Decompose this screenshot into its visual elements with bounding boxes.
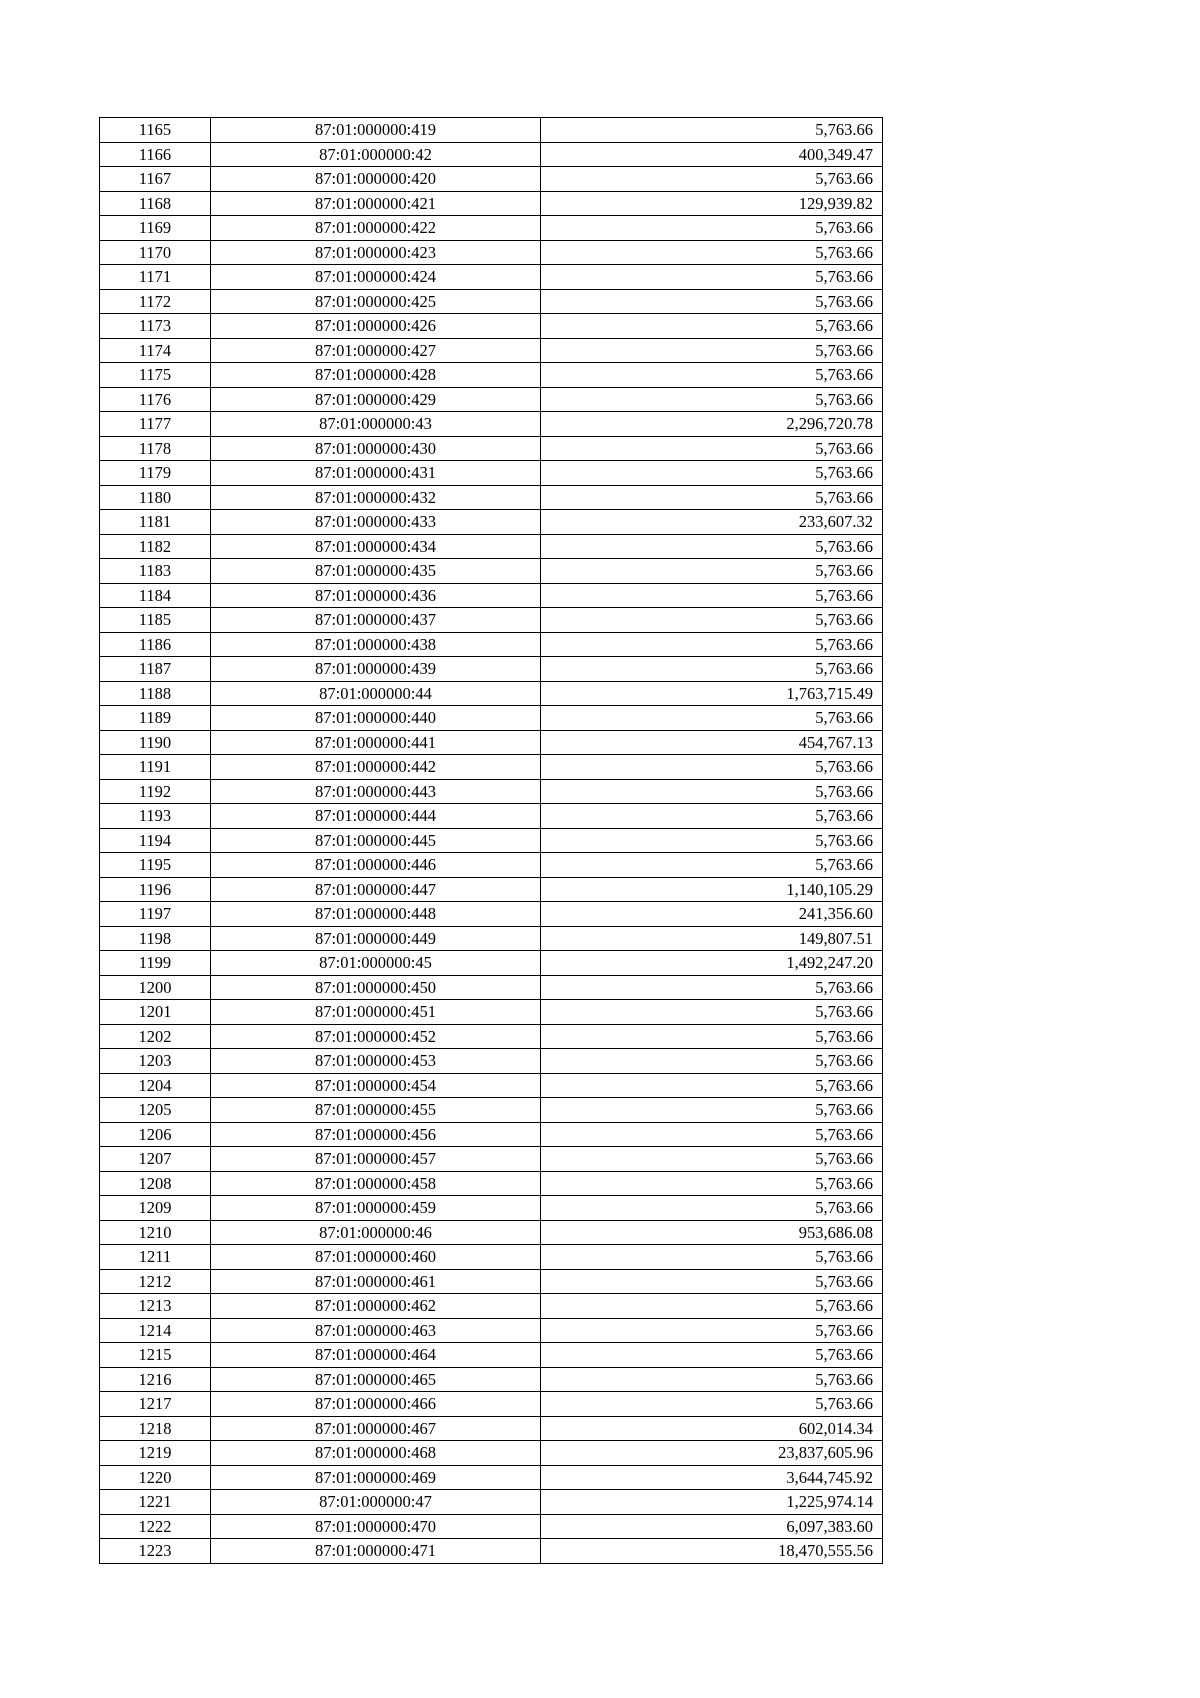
table-row xyxy=(100,681,883,706)
cadastral-number-cell: 87:01:000000:451 xyxy=(211,1000,541,1025)
row-number-cell: 1196 xyxy=(100,877,211,902)
cadastral-number-cell: 87:01:000000:463 xyxy=(211,1318,541,1343)
row-number-cell: 1170 xyxy=(100,240,211,265)
row-number-cell: 1208 xyxy=(100,1171,211,1196)
cadastral-number-cell: 87:01:000000:471 xyxy=(211,1539,541,1564)
row-number-cell: 1222 xyxy=(100,1514,211,1539)
cadastral-number-cell: 87:01:000000:470 xyxy=(211,1514,541,1539)
value-cell: 1,140,105.29 xyxy=(541,877,883,902)
row-number-cell: 1191 xyxy=(100,755,211,780)
row-number-cell: 1212 xyxy=(100,1269,211,1294)
row-number-cell: 1181 xyxy=(100,510,211,535)
table-row xyxy=(100,730,883,755)
cadastral-number-cell: 87:01:000000:455 xyxy=(211,1098,541,1123)
table-row xyxy=(100,1024,883,1049)
value-cell: 5,763.66 xyxy=(541,1196,883,1221)
cadastral-number-cell: 87:01:000000:458 xyxy=(211,1171,541,1196)
table-row xyxy=(100,1441,883,1466)
value-cell: 241,356.60 xyxy=(541,902,883,927)
row-number-cell: 1165 xyxy=(100,118,211,143)
cadastral-number-cell: 87:01:000000:468 xyxy=(211,1441,541,1466)
table-row xyxy=(100,657,883,682)
value-cell: 5,763.66 xyxy=(541,461,883,486)
value-cell: 5,763.66 xyxy=(541,1098,883,1123)
cadastral-number-cell: 87:01:000000:42 xyxy=(211,142,541,167)
value-cell: 5,763.66 xyxy=(541,1269,883,1294)
cadastral-number-cell: 87:01:000000:437 xyxy=(211,608,541,633)
table-row xyxy=(100,191,883,216)
value-cell: 5,763.66 xyxy=(541,167,883,192)
cadastral-number-cell: 87:01:000000:467 xyxy=(211,1416,541,1441)
row-number-cell: 1202 xyxy=(100,1024,211,1049)
row-number-cell: 1186 xyxy=(100,632,211,657)
cadastral-number-cell: 87:01:000000:46 xyxy=(211,1220,541,1245)
table-row xyxy=(100,1465,883,1490)
table-row xyxy=(100,167,883,192)
row-number-cell: 1201 xyxy=(100,1000,211,1025)
row-number-cell: 1182 xyxy=(100,534,211,559)
table-row xyxy=(100,779,883,804)
table-body xyxy=(100,118,883,1564)
row-number-cell: 1221 xyxy=(100,1490,211,1515)
value-cell: 5,763.66 xyxy=(541,1343,883,1368)
row-number-cell: 1173 xyxy=(100,314,211,339)
row-number-cell: 1169 xyxy=(100,216,211,241)
cadastral-number-cell: 87:01:000000:433 xyxy=(211,510,541,535)
value-cell: 233,607.32 xyxy=(541,510,883,535)
value-cell: 5,763.66 xyxy=(541,804,883,829)
cadastral-number-cell: 87:01:000000:423 xyxy=(211,240,541,265)
cadastral-number-cell: 87:01:000000:446 xyxy=(211,853,541,878)
table-row xyxy=(100,951,883,976)
row-number-cell: 1172 xyxy=(100,289,211,314)
table-row xyxy=(100,265,883,290)
value-cell: 5,763.66 xyxy=(541,289,883,314)
row-number-cell: 1180 xyxy=(100,485,211,510)
cadastral-number-cell: 87:01:000000:459 xyxy=(211,1196,541,1221)
table-row xyxy=(100,363,883,388)
table-row xyxy=(100,1220,883,1245)
table-row xyxy=(100,485,883,510)
value-cell: 5,763.66 xyxy=(541,559,883,584)
table-row xyxy=(100,1147,883,1172)
cadastral-number-cell: 87:01:000000:438 xyxy=(211,632,541,657)
value-cell: 23,837,605.96 xyxy=(541,1441,883,1466)
cadastral-number-cell: 87:01:000000:430 xyxy=(211,436,541,461)
value-cell: 5,763.66 xyxy=(541,1318,883,1343)
table-row xyxy=(100,1171,883,1196)
cadastral-number-cell: 87:01:000000:420 xyxy=(211,167,541,192)
value-cell: 5,763.66 xyxy=(541,118,883,143)
row-number-cell: 1199 xyxy=(100,951,211,976)
table-row xyxy=(100,216,883,241)
value-cell: 5,763.66 xyxy=(541,608,883,633)
cadastral-number-cell: 87:01:000000:425 xyxy=(211,289,541,314)
row-number-cell: 1217 xyxy=(100,1392,211,1417)
cadastral-number-cell: 87:01:000000:448 xyxy=(211,902,541,927)
value-cell: 5,763.66 xyxy=(541,755,883,780)
table-row xyxy=(100,1392,883,1417)
value-cell: 5,763.66 xyxy=(541,975,883,1000)
row-number-cell: 1178 xyxy=(100,436,211,461)
cadastral-number-cell: 87:01:000000:450 xyxy=(211,975,541,1000)
table-row xyxy=(100,412,883,437)
cadastral-number-cell: 87:01:000000:47 xyxy=(211,1490,541,1515)
value-cell: 5,763.66 xyxy=(541,1122,883,1147)
table-row xyxy=(100,583,883,608)
value-cell: 1,225,974.14 xyxy=(541,1490,883,1515)
cadastral-number-cell: 87:01:000000:469 xyxy=(211,1465,541,1490)
table-row xyxy=(100,632,883,657)
value-cell: 5,763.66 xyxy=(541,1367,883,1392)
value-cell: 5,763.66 xyxy=(541,216,883,241)
row-number-cell: 1197 xyxy=(100,902,211,927)
table-row xyxy=(100,1539,883,1564)
row-number-cell: 1177 xyxy=(100,412,211,437)
cadastral-number-cell: 87:01:000000:428 xyxy=(211,363,541,388)
cadastral-number-cell: 87:01:000000:435 xyxy=(211,559,541,584)
row-number-cell: 1174 xyxy=(100,338,211,363)
row-number-cell: 1215 xyxy=(100,1343,211,1368)
cadastral-number-cell: 87:01:000000:453 xyxy=(211,1049,541,1074)
cadastral-number-cell: 87:01:000000:442 xyxy=(211,755,541,780)
cadastral-number-cell: 87:01:000000:419 xyxy=(211,118,541,143)
value-cell: 5,763.66 xyxy=(541,265,883,290)
cadastral-number-cell: 87:01:000000:464 xyxy=(211,1343,541,1368)
row-number-cell: 1216 xyxy=(100,1367,211,1392)
cadastral-number-cell: 87:01:000000:465 xyxy=(211,1367,541,1392)
table-row xyxy=(100,1416,883,1441)
row-number-cell: 1192 xyxy=(100,779,211,804)
cadastral-number-cell: 87:01:000000:443 xyxy=(211,779,541,804)
row-number-cell: 1185 xyxy=(100,608,211,633)
table-row xyxy=(100,1049,883,1074)
cadastral-number-cell: 87:01:000000:439 xyxy=(211,657,541,682)
table-row xyxy=(100,534,883,559)
cadastral-number-cell: 87:01:000000:436 xyxy=(211,583,541,608)
value-cell: 129,939.82 xyxy=(541,191,883,216)
row-number-cell: 1223 xyxy=(100,1539,211,1564)
table-row xyxy=(100,1490,883,1515)
cadastral-number-cell: 87:01:000000:460 xyxy=(211,1245,541,1270)
row-number-cell: 1220 xyxy=(100,1465,211,1490)
value-cell: 5,763.66 xyxy=(541,779,883,804)
cadastral-number-cell: 87:01:000000:431 xyxy=(211,461,541,486)
row-number-cell: 1166 xyxy=(100,142,211,167)
row-number-cell: 1209 xyxy=(100,1196,211,1221)
table-row xyxy=(100,289,883,314)
value-cell: 5,763.66 xyxy=(541,632,883,657)
row-number-cell: 1203 xyxy=(100,1049,211,1074)
table-row xyxy=(100,436,883,461)
table-row xyxy=(100,461,883,486)
cadastral-number-cell: 87:01:000000:424 xyxy=(211,265,541,290)
table-row xyxy=(100,853,883,878)
value-cell: 5,763.66 xyxy=(541,363,883,388)
value-cell: 5,763.66 xyxy=(541,1024,883,1049)
row-number-cell: 1194 xyxy=(100,828,211,853)
value-cell: 1,492,247.20 xyxy=(541,951,883,976)
row-number-cell: 1167 xyxy=(100,167,211,192)
cadastral-number-cell: 87:01:000000:441 xyxy=(211,730,541,755)
cadastral-number-cell: 87:01:000000:466 xyxy=(211,1392,541,1417)
table-row xyxy=(100,118,883,143)
cadastral-number-cell: 87:01:000000:457 xyxy=(211,1147,541,1172)
row-number-cell: 1190 xyxy=(100,730,211,755)
cadastral-number-cell: 87:01:000000:422 xyxy=(211,216,541,241)
cadastral-number-cell: 87:01:000000:45 xyxy=(211,951,541,976)
table-row xyxy=(100,314,883,339)
value-cell: 5,763.66 xyxy=(541,853,883,878)
value-cell: 953,686.08 xyxy=(541,1220,883,1245)
value-cell: 1,763,715.49 xyxy=(541,681,883,706)
table-row xyxy=(100,877,883,902)
table-row xyxy=(100,1514,883,1539)
value-cell: 5,763.66 xyxy=(541,338,883,363)
table-row xyxy=(100,706,883,731)
value-cell: 400,349.47 xyxy=(541,142,883,167)
table-row xyxy=(100,1073,883,1098)
value-cell: 5,763.66 xyxy=(541,387,883,412)
cadastral-number-cell: 87:01:000000:447 xyxy=(211,877,541,902)
value-cell: 5,763.66 xyxy=(541,1171,883,1196)
value-cell: 5,763.66 xyxy=(541,534,883,559)
value-cell: 149,807.51 xyxy=(541,926,883,951)
table-row xyxy=(100,559,883,584)
table-row xyxy=(100,1098,883,1123)
value-cell: 5,763.66 xyxy=(541,1049,883,1074)
cadastral-value-table xyxy=(99,117,883,1564)
row-number-cell: 1187 xyxy=(100,657,211,682)
cadastral-number-cell: 87:01:000000:43 xyxy=(211,412,541,437)
cadastral-number-cell: 87:01:000000:421 xyxy=(211,191,541,216)
row-number-cell: 1213 xyxy=(100,1294,211,1319)
row-number-cell: 1183 xyxy=(100,559,211,584)
value-cell: 602,014.34 xyxy=(541,1416,883,1441)
value-cell: 5,763.66 xyxy=(541,1000,883,1025)
table-row xyxy=(100,1318,883,1343)
row-number-cell: 1171 xyxy=(100,265,211,290)
row-number-cell: 1204 xyxy=(100,1073,211,1098)
table-row xyxy=(100,1196,883,1221)
cadastral-number-cell: 87:01:000000:434 xyxy=(211,534,541,559)
row-number-cell: 1176 xyxy=(100,387,211,412)
table-row xyxy=(100,608,883,633)
row-number-cell: 1168 xyxy=(100,191,211,216)
cadastral-number-cell: 87:01:000000:461 xyxy=(211,1269,541,1294)
table-row xyxy=(100,926,883,951)
table-row xyxy=(100,338,883,363)
value-cell: 5,763.66 xyxy=(541,1073,883,1098)
row-number-cell: 1198 xyxy=(100,926,211,951)
cadastral-number-cell: 87:01:000000:462 xyxy=(211,1294,541,1319)
value-cell: 5,763.66 xyxy=(541,1392,883,1417)
table-row xyxy=(100,804,883,829)
cadastral-number-cell: 87:01:000000:454 xyxy=(211,1073,541,1098)
value-cell: 5,763.66 xyxy=(541,706,883,731)
value-cell: 5,763.66 xyxy=(541,485,883,510)
value-cell: 5,763.66 xyxy=(541,657,883,682)
row-number-cell: 1214 xyxy=(100,1318,211,1343)
cadastral-number-cell: 87:01:000000:449 xyxy=(211,926,541,951)
value-cell: 3,644,745.92 xyxy=(541,1465,883,1490)
table-row xyxy=(100,510,883,535)
value-cell: 18,470,555.56 xyxy=(541,1539,883,1564)
row-number-cell: 1189 xyxy=(100,706,211,731)
cadastral-number-cell: 87:01:000000:444 xyxy=(211,804,541,829)
row-number-cell: 1211 xyxy=(100,1245,211,1270)
row-number-cell: 1175 xyxy=(100,363,211,388)
table-row xyxy=(100,1367,883,1392)
value-cell: 5,763.66 xyxy=(541,828,883,853)
table-row xyxy=(100,1122,883,1147)
table-row xyxy=(100,902,883,927)
table-row xyxy=(100,1000,883,1025)
value-cell: 5,763.66 xyxy=(541,583,883,608)
cadastral-number-cell: 87:01:000000:429 xyxy=(211,387,541,412)
cadastral-number-cell: 87:01:000000:452 xyxy=(211,1024,541,1049)
row-number-cell: 1218 xyxy=(100,1416,211,1441)
cadastral-number-cell: 87:01:000000:426 xyxy=(211,314,541,339)
table-row xyxy=(100,1294,883,1319)
table-row xyxy=(100,755,883,780)
table-row xyxy=(100,387,883,412)
table-row xyxy=(100,1343,883,1368)
cadastral-number-cell: 87:01:000000:440 xyxy=(211,706,541,731)
cadastral-number-cell: 87:01:000000:427 xyxy=(211,338,541,363)
row-number-cell: 1206 xyxy=(100,1122,211,1147)
table-row xyxy=(100,240,883,265)
row-number-cell: 1179 xyxy=(100,461,211,486)
table-row xyxy=(100,828,883,853)
cadastral-number-cell: 87:01:000000:432 xyxy=(211,485,541,510)
cadastral-number-cell: 87:01:000000:44 xyxy=(211,681,541,706)
value-cell: 5,763.66 xyxy=(541,1294,883,1319)
row-number-cell: 1193 xyxy=(100,804,211,829)
row-number-cell: 1207 xyxy=(100,1147,211,1172)
value-cell: 5,763.66 xyxy=(541,1147,883,1172)
row-number-cell: 1219 xyxy=(100,1441,211,1466)
row-number-cell: 1205 xyxy=(100,1098,211,1123)
table-row xyxy=(100,975,883,1000)
row-number-cell: 1184 xyxy=(100,583,211,608)
value-cell: 454,767.13 xyxy=(541,730,883,755)
row-number-cell: 1210 xyxy=(100,1220,211,1245)
table-row xyxy=(100,142,883,167)
row-number-cell: 1188 xyxy=(100,681,211,706)
value-cell: 5,763.66 xyxy=(541,1245,883,1270)
row-number-cell: 1195 xyxy=(100,853,211,878)
cadastral-number-cell: 87:01:000000:456 xyxy=(211,1122,541,1147)
row-number-cell: 1200 xyxy=(100,975,211,1000)
value-cell: 5,763.66 xyxy=(541,240,883,265)
table-row xyxy=(100,1245,883,1270)
value-cell: 2,296,720.78 xyxy=(541,412,883,437)
value-cell: 5,763.66 xyxy=(541,314,883,339)
table-row xyxy=(100,1269,883,1294)
value-cell: 6,097,383.60 xyxy=(541,1514,883,1539)
value-cell: 5,763.66 xyxy=(541,436,883,461)
cadastral-number-cell: 87:01:000000:445 xyxy=(211,828,541,853)
